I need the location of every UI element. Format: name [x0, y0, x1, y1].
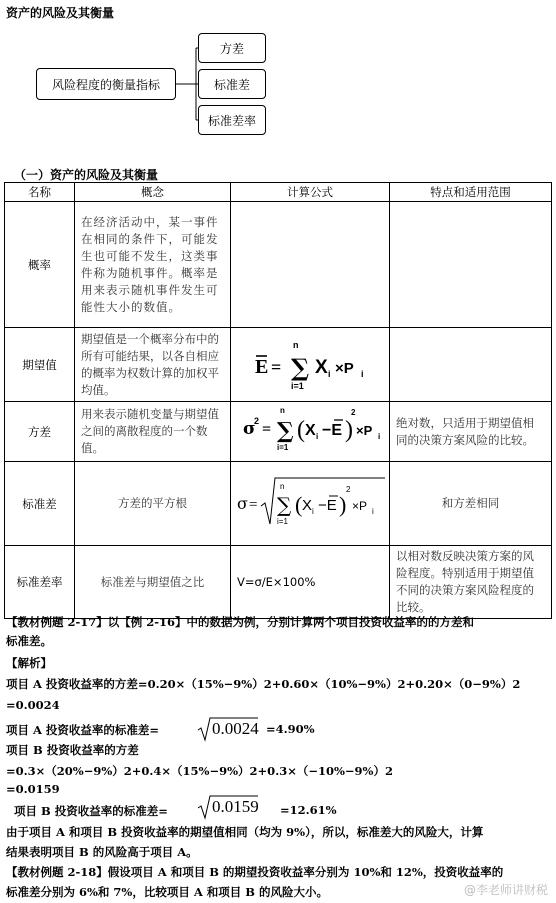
- svg-text:−E: −E: [322, 422, 343, 439]
- svg-text:=: =: [262, 421, 272, 438]
- cell-feature: 和方差相同: [390, 462, 552, 546]
- svg-text:∑: ∑: [277, 418, 294, 444]
- cell-name: 方差: [5, 402, 75, 462]
- cell-feature: 以相对数反映决策方案的风险程度。特别适用于期望值不同的决策方案风险程度的比较。: [390, 546, 552, 619]
- svg-text:): ): [345, 417, 353, 443]
- cell-name: 标准差率: [5, 546, 75, 619]
- cell-feature: 绝对数，只适用于期望值相同的决策方案风险的比较。: [390, 402, 552, 462]
- svg-text:X: X: [305, 422, 316, 439]
- section-title: （一）资产的风险及其衡量: [14, 168, 159, 182]
- example-2-18-line-2: 标准差分别为 6%和 7%，比较项目 A 和项目 B 的风险大小。: [6, 885, 329, 899]
- cell-formula: [231, 402, 390, 462]
- project-a-std-value: =4.90%: [266, 722, 315, 736]
- project-b-variance-label: 项目 B 投资收益率的方差: [6, 743, 139, 757]
- svg-text:n: n: [280, 406, 285, 415]
- variance-formula: [235, 404, 385, 456]
- svg-text:X: X: [315, 357, 328, 378]
- svg-text:2: 2: [346, 485, 351, 494]
- svg-text:i: i: [378, 432, 381, 441]
- svg-text:E: E: [255, 356, 269, 378]
- svg-text:2: 2: [351, 408, 356, 417]
- example-2-17-heading-cont: 标准差。: [6, 634, 52, 648]
- diagram-node-cv: [198, 105, 266, 135]
- cell-concept: 标准差与期望值之比: [75, 546, 231, 619]
- svg-text:i: i: [328, 369, 331, 379]
- svg-text:i=1: i=1: [291, 381, 304, 391]
- table-row: [5, 328, 552, 402]
- conclusion-line-2: 结果表明项目 B 的风险高于项目 A。: [6, 845, 198, 859]
- svg-text:−E: −E: [318, 497, 337, 514]
- page-title: 资产的风险及其衡量: [6, 6, 115, 20]
- header-name: 名称: [5, 183, 75, 202]
- svg-text:X: X: [302, 497, 313, 514]
- table-row: [5, 202, 552, 328]
- sqrt-value: 0.0159: [212, 797, 259, 816]
- expected-value-formula: [235, 331, 385, 395]
- svg-text:∑: ∑: [277, 493, 292, 517]
- risk-measure-table: [4, 182, 552, 619]
- example-2-18-line-1: 【教材例题 2-18】假设项目 A 和项目 B 的期望投资收益率分别为 10%和 12%，投资收益率的: [6, 865, 504, 879]
- cell-concept: 用来表示随机变量与期望值之间的离散程度的一个数值。: [75, 402, 231, 462]
- conclusion-line-1: 由于项目 A 和项目 B 投资收益率的期望值相同（均为 9%），所以，标准差大的风险大，计算: [6, 825, 484, 839]
- sqrt-value: 0.0024: [212, 719, 259, 738]
- cell-feature: [390, 202, 552, 328]
- table-row: [5, 402, 552, 462]
- cell-concept: 期望值是一个概率分布中的所有可能结果，以各自相应的概率为权数计算的加权平均值。: [75, 328, 231, 402]
- svg-text:i=1: i=1: [277, 517, 288, 526]
- header-feature: 特点和适用范围: [390, 183, 552, 202]
- header-concept: 概念: [75, 183, 231, 202]
- cell-formula: [231, 328, 390, 402]
- std-formula: [235, 472, 385, 532]
- project-b-std-label: 项目 B 投资收益率的标准差=: [14, 804, 168, 818]
- diagram-node-std: [198, 69, 266, 99]
- diagram-root-label: 风险程度的衡量指标: [51, 77, 160, 92]
- svg-text:(: (: [297, 417, 305, 443]
- table-row: [5, 462, 552, 546]
- project-b-std-value: =12.61%: [280, 803, 337, 817]
- cell-feature: [390, 328, 552, 402]
- cell-formula: [231, 202, 390, 328]
- cell-name: 标准差: [5, 462, 75, 546]
- svg-text:∑: ∑: [291, 353, 310, 382]
- header-formula: 计算公式: [231, 183, 390, 202]
- svg-text:i: i: [361, 369, 364, 379]
- svg-text:×P: ×P: [352, 499, 368, 513]
- diagram-node-label: 方差: [219, 41, 244, 56]
- svg-text:i: i: [316, 432, 319, 441]
- diagram-node-label: 标准差: [213, 77, 250, 92]
- diagram-node-label: 标准差率: [207, 113, 256, 128]
- project-b-variance-result: =0.0159: [6, 782, 60, 796]
- cell-name: 概率: [5, 202, 75, 328]
- svg-text:2: 2: [254, 416, 260, 426]
- svg-text:=: =: [271, 357, 282, 377]
- svg-text:σ: σ: [243, 419, 256, 439]
- svg-text:i: i: [312, 507, 314, 516]
- svg-text:×P: ×P: [335, 360, 354, 377]
- table-header-row: [5, 183, 552, 202]
- cell-concept: 在经济活动中，某一事件在相同的条件下，可能发生也可能不发生，这类事件称为随机事件。概率是用来表示随机事件发生可能性大小的数值。: [75, 202, 231, 328]
- svg-text:×P: ×P: [356, 423, 373, 438]
- analysis-label: 【解析】: [6, 656, 52, 670]
- svg-text:): ): [339, 492, 347, 517]
- svg-text:=: =: [249, 497, 258, 513]
- project-a-variance-result: =0.0024: [6, 698, 60, 712]
- diagram-node-variance: [198, 33, 266, 63]
- table-row: [5, 546, 552, 619]
- cell-name: 期望值: [5, 328, 75, 402]
- cell-formula: [231, 462, 390, 546]
- project-a-std-label: 项目 A 投资收益率的标准差=: [6, 723, 160, 737]
- cell-formula: V=σ/E×100%: [231, 546, 390, 619]
- svg-text:i: i: [372, 507, 374, 516]
- project-a-variance: 项目 A 投资收益率的方差=0.20×（15%−9%）2+0.60×（10%−9%）2+0.20×（0−9%）2: [6, 677, 521, 691]
- svg-text:σ: σ: [237, 494, 248, 513]
- svg-text:n: n: [293, 340, 299, 350]
- svg-text:n: n: [280, 482, 285, 491]
- example-2-17-heading: 【教材例题 2-17】以【例 2-16】中的数据为例，分别计算两个项目投资收益率的的方差和: [6, 615, 475, 629]
- watermark: @李老师讲财税: [463, 883, 548, 897]
- svg-text:i=1: i=1: [277, 443, 289, 452]
- diagram-root-node: [36, 68, 176, 100]
- project-b-variance: =0.3×（20%−9%）2+0.4×（15%−9%）2+0.3×（−10%−9%）2: [6, 764, 393, 778]
- cell-concept: 方差的平方根: [75, 462, 231, 546]
- svg-text:(: (: [295, 492, 303, 517]
